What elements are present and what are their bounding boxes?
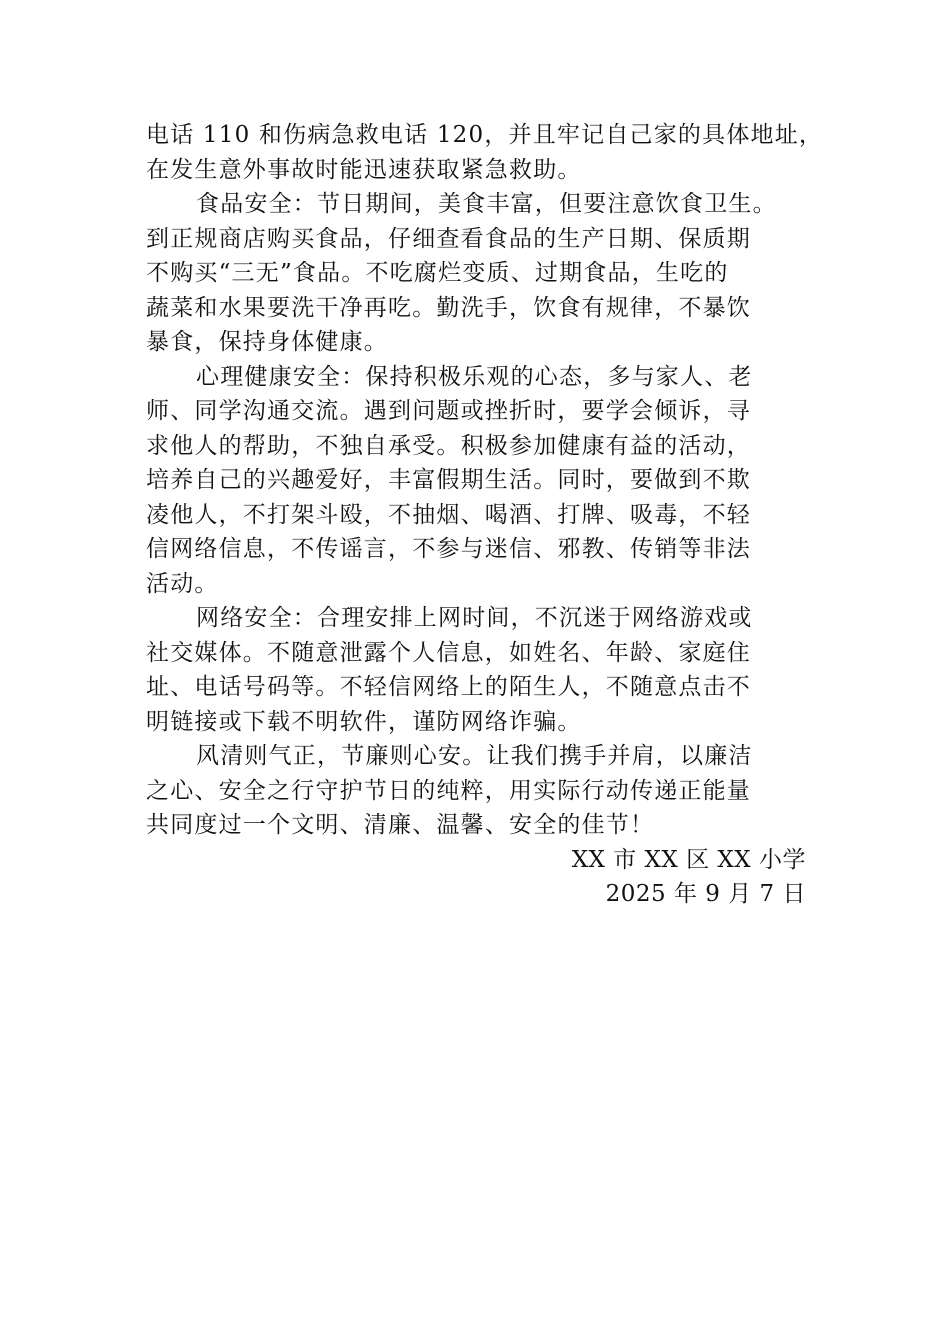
signature-organization: XX 市 XX 区 XX 小学 xyxy=(571,846,806,873)
body-line: 信网络信息，不传谣言，不参与迷信、邪教、传销等非法 xyxy=(146,536,751,562)
body-line: 到正规商店购买食品，仔细查看食品的生产日期、保质期 xyxy=(146,225,751,252)
body-line: 址、电话号码等。不轻信网络上的陌生人，不随意点击不 xyxy=(146,674,751,700)
paragraph-food-safety-start: 食品安全：节日期间，美食丰富，但要注意饮食卫生。 xyxy=(196,191,777,217)
body-line: 暴食，保持身体健康。 xyxy=(146,329,388,355)
body-line: 蔬菜和水果要洗干净再吃。勤洗手，饮食有规律，不暴饮 xyxy=(146,294,751,321)
body-line: 师、同学沟通交流。遇到问题或挫折时，要学会倾诉，寻 xyxy=(146,398,751,424)
document-body xyxy=(146,118,824,912)
body-line: 社交媒体。不随意泄露个人信息，如姓名、年龄、家庭住 xyxy=(146,639,751,666)
body-line: 不购买“三无”食品。不吃腐烂变质、过期食品，生吃的 xyxy=(146,260,729,286)
body-line: 求他人的帮助，不独自承受。积极参加健康有益的活动， xyxy=(146,432,751,459)
body-line: 电话 110 和伤病急救电话 120，并且牢记自己家的具体地址， xyxy=(146,122,824,148)
body-line: 共同度过一个文明、清廉、温馨、安全的佳节！ xyxy=(146,812,655,838)
signature-date: 2025 年 9 月 7 日 xyxy=(605,881,806,907)
paragraph-closing-start: 风清则气正，节廉则心安。让我们携手并肩，以廉洁 xyxy=(196,743,753,769)
body-line: 之心、安全之行守护节日的纯粹，用实际行动传递正能量 xyxy=(146,777,751,804)
body-line: 在发生意外事故时能迅速获取紧急救助。 xyxy=(146,156,582,183)
paragraph-mental-health-start: 心理健康安全：保持积极乐观的心态，多与家人、老 xyxy=(196,363,753,390)
body-line: 活动。 xyxy=(146,570,219,597)
body-line: 凌他人，不打架斗殴，不抽烟、喝酒、打牌、吸毒，不轻 xyxy=(146,501,751,528)
body-line: 培养自己的兴趣爱好，丰富假期生活。同时，要做到不欺 xyxy=(146,467,751,493)
body-line: 明链接或下载不明软件，谨防网络诈骗。 xyxy=(146,708,582,735)
paragraph-internet-safety-start: 网络安全：合理安排上网时间，不沉迷于网络游戏或 xyxy=(196,605,753,631)
